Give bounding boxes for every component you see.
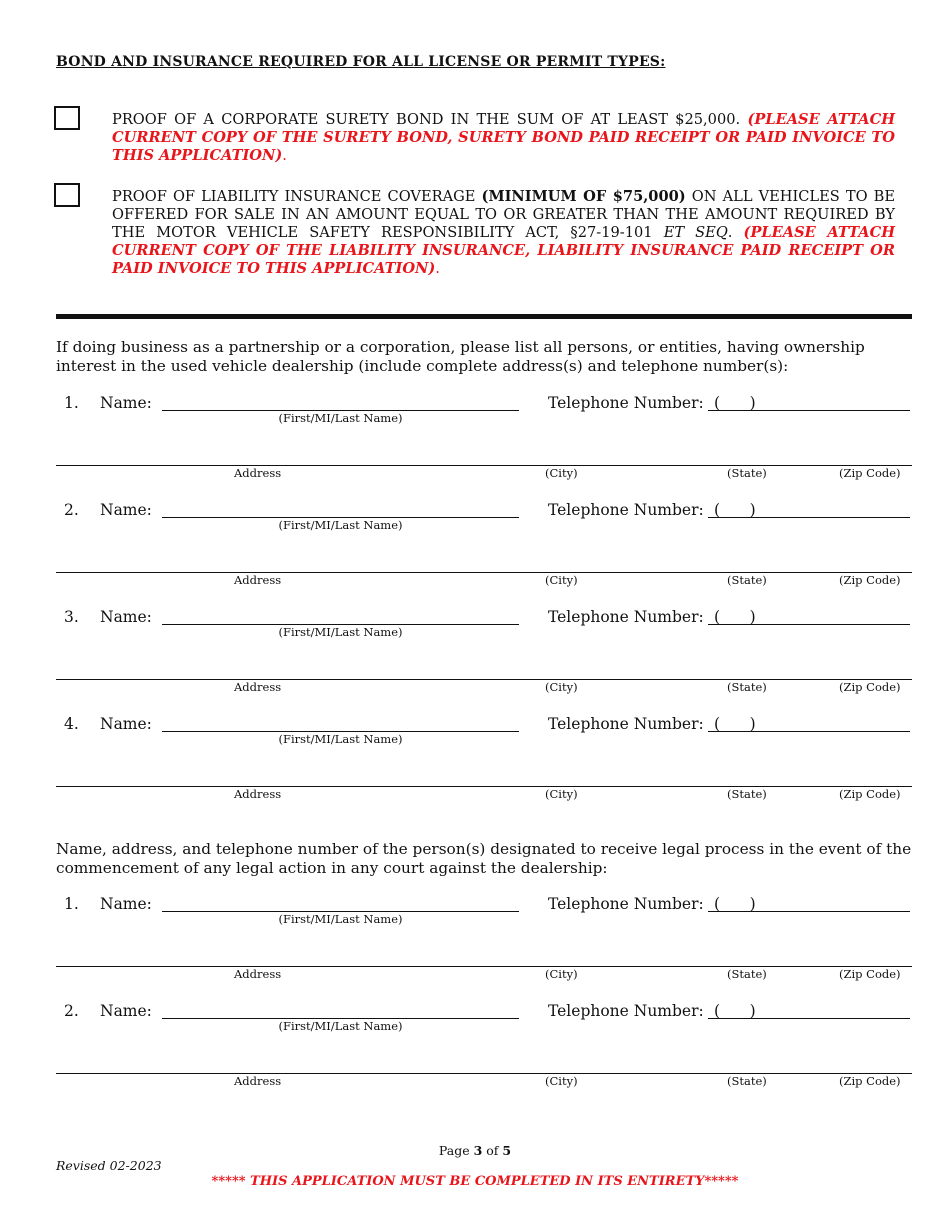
city-label: (City) <box>545 787 578 801</box>
area-code-paren: ( ) <box>714 715 756 733</box>
name-hint: (First/MI/Last Name) <box>278 411 403 425</box>
liability-insurance-checkbox[interactable] <box>54 183 80 207</box>
surety-bond-checkbox[interactable] <box>54 106 80 130</box>
address-field[interactable] <box>56 786 912 787</box>
state-label: (State) <box>727 967 767 981</box>
section-heading: BOND AND INSURANCE REQUIRED FOR ALL LICENSE OR PERMIT TYPES: <box>56 54 666 70</box>
name-label: Name: <box>100 394 152 412</box>
page-total: 5 <box>502 1143 512 1158</box>
name-label: Name: <box>100 1002 152 1020</box>
address-field[interactable] <box>56 572 912 573</box>
zip-label: (Zip Code) <box>839 573 901 587</box>
name-hint: (First/MI/Last Name) <box>278 518 403 532</box>
name-label: Name: <box>100 608 152 626</box>
legal-process-intro: Name, address, and telephone number of the person(s) designated to receive legal process in the event of the commencement of any legal action in any court against the dealership: <box>56 840 912 877</box>
address-label: Address <box>234 787 282 801</box>
name-hint: (First/MI/Last Name) <box>278 732 403 746</box>
state-label: (State) <box>727 787 767 801</box>
telephone-label: Telephone Number: <box>548 501 704 519</box>
entry-number: 2. <box>64 501 79 519</box>
city-label: (City) <box>545 573 578 587</box>
telephone-label: Telephone Number: <box>548 608 704 626</box>
surety-bond-text <box>112 111 895 165</box>
city-label: (City) <box>545 466 578 480</box>
state-label: (State) <box>727 680 767 694</box>
entry-number: 4. <box>64 715 79 733</box>
zip-label: (Zip Code) <box>839 1074 901 1088</box>
name-label: Name: <box>100 501 152 519</box>
zip-label: (Zip Code) <box>839 466 901 480</box>
legal-agent-entry <box>0 1002 950 1092</box>
liability-period: . <box>727 224 733 241</box>
area-code-paren: ( ) <box>714 501 756 519</box>
state-label: (State) <box>727 1074 767 1088</box>
name-hint: (First/MI/Last Name) <box>278 1019 403 1033</box>
liability-instruction: (PLEASE ATTACH CURRENT COPY OF THE LIABILITY INSURANCE, LIABILITY INSURANCE PAID RECEIPT OR PAID INVOICE TO THIS APPLICATION) <box>112 224 895 277</box>
state-label: (State) <box>727 466 767 480</box>
zip-label: (Zip Code) <box>839 680 901 694</box>
area-code-paren: ( ) <box>714 608 756 626</box>
entry-number: 1. <box>64 895 79 913</box>
address-label: Address <box>234 466 282 480</box>
address-field[interactable] <box>56 465 912 466</box>
liability-end: . <box>435 260 440 277</box>
page-number <box>0 1143 950 1158</box>
completion-notice: ***** THIS APPLICATION MUST BE COMPLETED IN ITS ENTIRETY***** <box>211 1174 739 1189</box>
telephone-label: Telephone Number: <box>548 1002 704 1020</box>
area-code-paren: ( ) <box>714 394 756 412</box>
revision-date: Revised 02-2023 <box>56 1158 162 1173</box>
liability-statement-2: ON ALL VEHICLES TO BE OFFERED FOR SALE IN AN AMOUNT EQUAL TO OR GREATER THAN THE AMOUNT REQUIRED BY THE MOTOR VEHICLE SAFETY RESPONSIBILITY ACT, §27-19-101 <box>112 188 896 241</box>
name-label: Name: <box>100 895 152 913</box>
ownership-intro: If doing business as a partnership or a corporation, please list all persons, or entities, having ownership interest in the used vehicle dealership (include complete address(s) and telephone number(s): <box>56 338 865 375</box>
address-label: Address <box>234 967 282 981</box>
city-label: (City) <box>545 1074 578 1088</box>
surety-bond-period: . <box>282 147 287 164</box>
area-code-paren: ( ) <box>714 895 756 913</box>
page-prefix: Page <box>438 1143 470 1158</box>
state-label: (State) <box>727 573 767 587</box>
surety-bond-instruction: (PLEASE ATTACH CURRENT COPY OF THE SURETY BOND, SURETY BOND PAID RECEIPT OR PAID INVOICE TO THIS APPLICATION) <box>112 111 896 164</box>
name-label: Name: <box>100 715 152 733</box>
telephone-label: Telephone Number: <box>548 895 704 913</box>
page-of: of <box>486 1143 499 1158</box>
telephone-label: Telephone Number: <box>548 715 704 733</box>
surety-bond-statement: PROOF OF A CORPORATE SURETY BOND IN THE SUM OF AT LEAST $25,000. <box>112 111 741 128</box>
liability-minimum: (MINIMUM OF $75,000) <box>481 188 686 205</box>
zip-label: (Zip Code) <box>839 967 901 981</box>
telephone-label: Telephone Number: <box>548 394 704 412</box>
legal-agent-entry <box>0 895 950 985</box>
address-label: Address <box>234 680 282 694</box>
name-hint: (First/MI/Last Name) <box>278 625 403 639</box>
liability-insurance-text <box>112 188 895 278</box>
address-label: Address <box>234 573 282 587</box>
owner-entry <box>0 608 950 698</box>
address-field[interactable] <box>56 1073 912 1074</box>
zip-label: (Zip Code) <box>839 787 901 801</box>
entry-number: 2. <box>64 1002 79 1020</box>
owner-entry <box>0 715 950 805</box>
address-label: Address <box>234 1074 282 1088</box>
owner-entry <box>0 501 950 591</box>
owner-entry <box>0 394 950 484</box>
page-current: 3 <box>473 1143 483 1158</box>
liability-statement-1: PROOF OF LIABILITY INSURANCE COVERAGE <box>112 188 476 205</box>
entry-number: 3. <box>64 608 79 626</box>
name-hint: (First/MI/Last Name) <box>278 912 403 926</box>
city-label: (City) <box>545 967 578 981</box>
et-seq: ET SEQ <box>663 224 728 241</box>
address-field[interactable] <box>56 679 912 680</box>
area-code-paren: ( ) <box>714 1002 756 1020</box>
entry-number: 1. <box>64 394 79 412</box>
city-label: (City) <box>545 680 578 694</box>
address-field[interactable] <box>56 966 912 967</box>
section-divider <box>56 314 912 319</box>
